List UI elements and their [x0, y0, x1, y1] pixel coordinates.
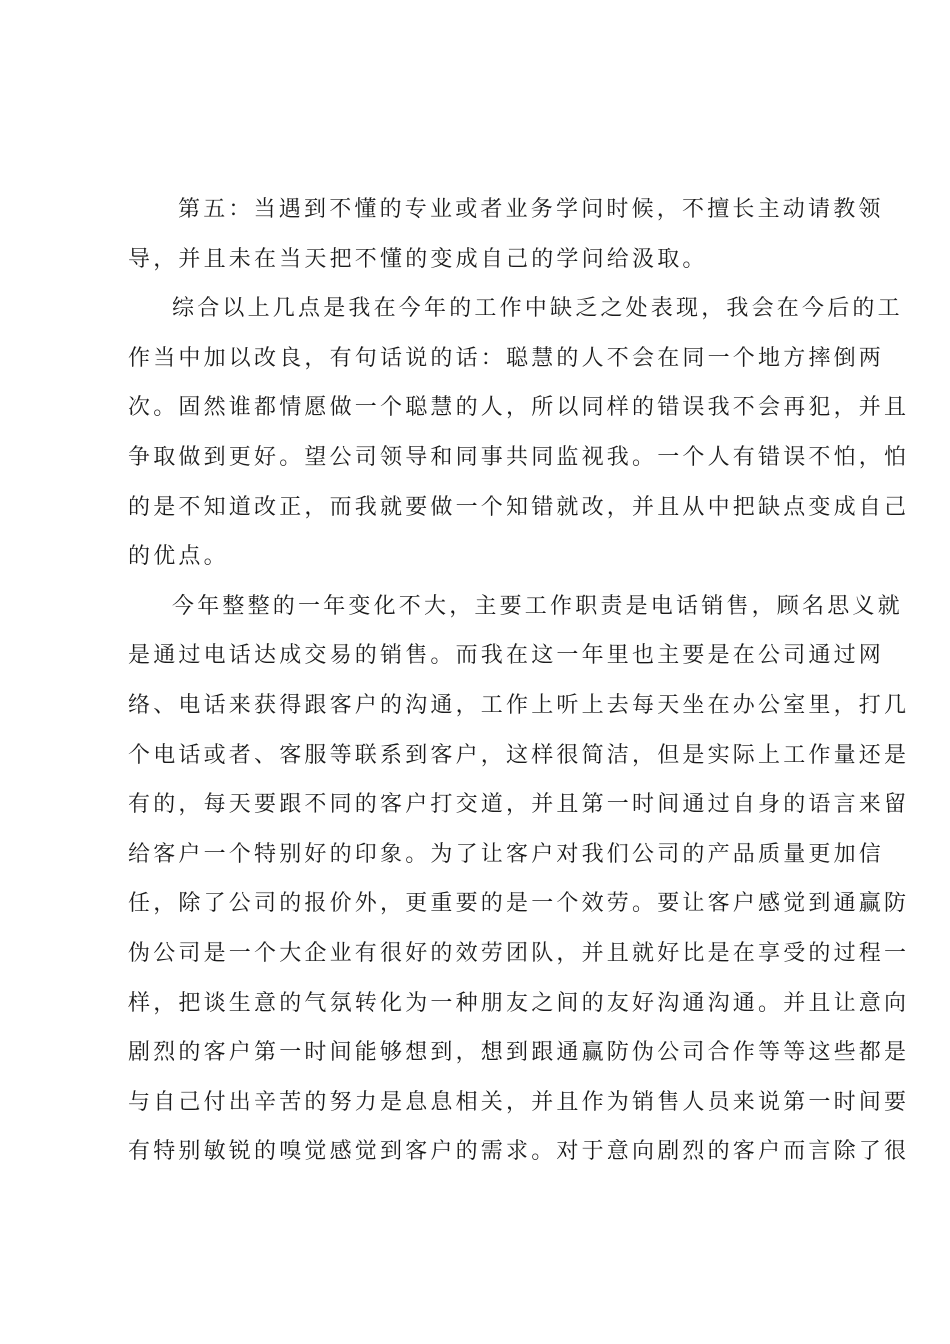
document-body [128, 185, 910, 1177]
text-line: 次。固然谁都情愿做一个聪慧的人，所以同样的错误我不会再犯，并且 [128, 395, 910, 421]
text-line: 给客户一个特别好的印象。为了让客户对我们公司的产品质量更加信 [128, 841, 885, 867]
text-line: 与自己付出辛苦的努力是息息相关，并且作为销售人员来说第一时间要 [128, 1089, 910, 1115]
paragraph-3 [128, 582, 910, 1177]
text-line: 络、电话来获得跟客户的沟通，工作上听上去每天坐在办公室里，打几 [128, 692, 910, 718]
text-line: 任，除了公司的报价外，更重要的是一个效劳。要让客户感觉到通赢防 [128, 891, 910, 917]
text-line: 有特别敏锐的嗅觉感觉到客户的需求。对于意向剧烈的客户而言除了很 [128, 1139, 910, 1165]
text-line: 伪公司是一个大企业有很好的效劳团队，并且就好比是在享受的过程一 [128, 940, 910, 966]
paragraph-1 [128, 185, 884, 284]
text-line: 是通过电话达成交易的销售。而我在这一年里也主要是在公司通过网 [128, 643, 885, 669]
text-line: 有的，每天要跟不同的客户打交道，并且第一时间通过自身的语言来留 [128, 792, 910, 818]
text-line: 个电话或者、客服等联系到客户，这样很简洁，但是实际上工作量还是 [128, 742, 910, 768]
text-line: 样，把谈生意的气氛转化为一种朋友之间的友好沟通沟通。并且让意向 [128, 990, 910, 1016]
text-line: 作当中加以改良，有句话说的话：聪慧的人不会在同一个地方摔倒两 [128, 345, 885, 371]
text-line: 的是不知道改正，而我就要做一个知错就改，并且从中把缺点变成自己 [128, 494, 910, 520]
text-line: 剧烈的客户第一时间能够想到，想到跟通赢防伪公司合作等等这些都是 [128, 1040, 910, 1066]
text-line: 导，并且未在当天把不懂的变成自己的学问给汲取。 [128, 246, 708, 272]
text-line: 的优点。 [128, 544, 229, 570]
paragraph-2 [128, 284, 910, 582]
text-line: 争取做到更好。望公司领导和同事共同监视我。一个人有错误不怕，怕 [128, 444, 910, 470]
text-line: 综合以上几点是我在今年的工作中缺乏之处表现，我会在今后的工 [172, 296, 903, 322]
text-line: 第五：当遇到不懂的专业或者业务学问时候，不擅长主动请教领 [178, 197, 884, 222]
text-line: 今年整整的一年变化不大，主要工作职责是电话销售，顾名思义就 [172, 593, 903, 619]
